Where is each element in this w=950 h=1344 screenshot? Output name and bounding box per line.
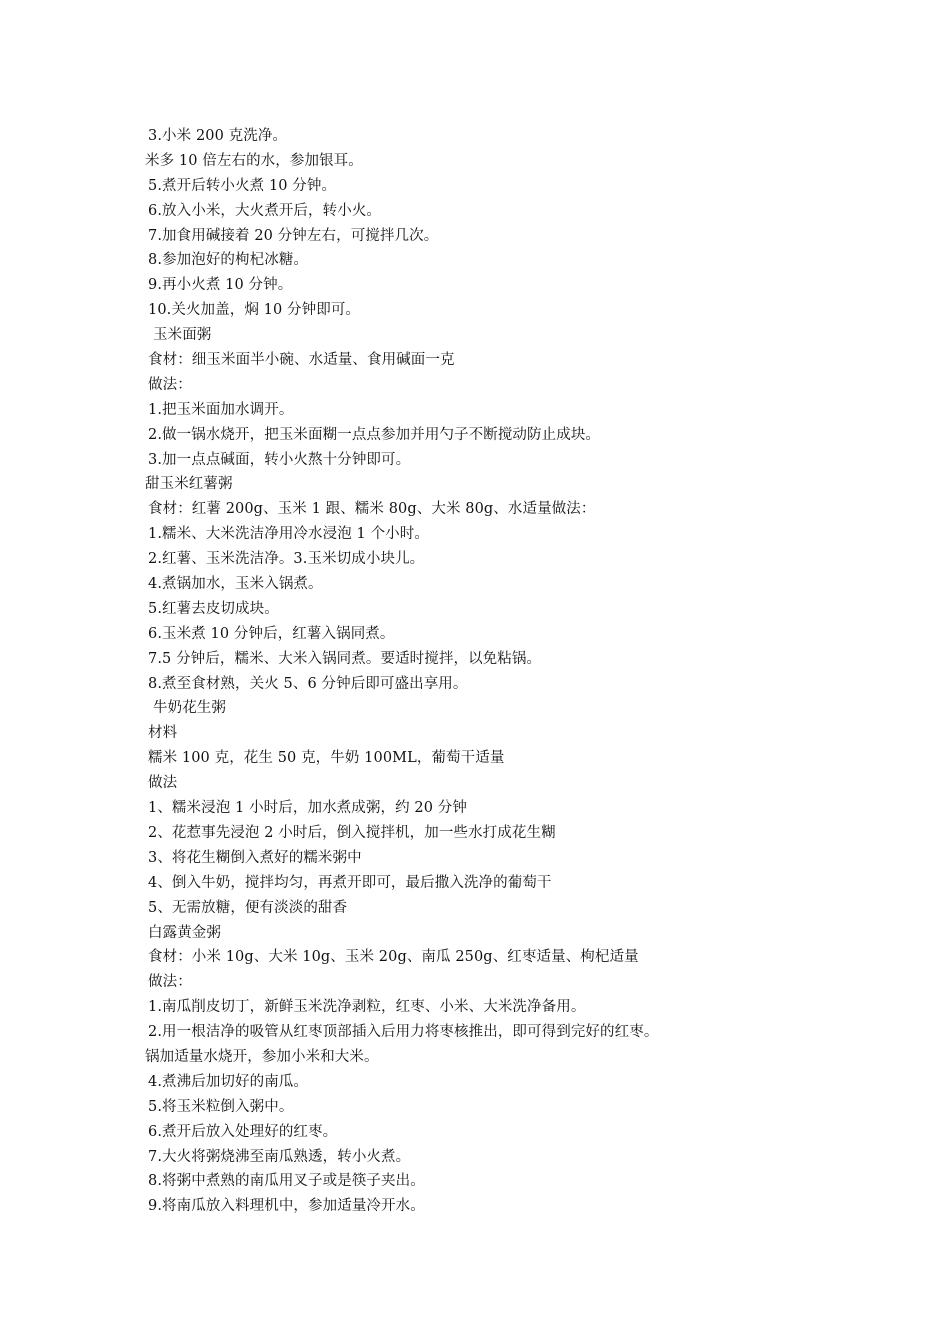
- text-line: 2.用一根洁净的吸管从红枣顶部插入后用力将枣核推出，即可得到完好的红枣。: [148, 1024, 659, 1041]
- section-heading-milk-peanut: 牛奶花生粥: [153, 700, 226, 717]
- section-heading-sweet-corn-potato: 甜玉米红薯粥: [145, 476, 233, 493]
- text-line: 2.做一锅水烧开，把玉米面糊一点点参加并用勺子不断搅动防止成块。: [148, 426, 601, 443]
- text-line: 4、倒入牛奶，搅拌均匀，再煮开即可，最后撒入洗净的葡萄干: [148, 874, 552, 891]
- text-line: 食材：小米 10g、大米 10g、玉米 20g、南瓜 250g、红枣适量、枸杞适量: [148, 949, 639, 966]
- text-line: 锅加适量水烧开，参加小米和大米。: [145, 1048, 379, 1065]
- section-heading-bailu-golden: 白露黄金粥: [148, 924, 221, 941]
- text-line: 6.煮开后放入处理好的红枣。: [148, 1123, 338, 1140]
- text-line: 做法: [148, 775, 178, 792]
- text-line: 做法：: [148, 376, 192, 393]
- text-line: 6.玉米煮 10 分钟后，红薯入锅同煮。: [148, 625, 395, 642]
- text-line: 5.将玉米粒倒入粥中。: [148, 1098, 294, 1115]
- text-line: 8.将粥中煮熟的南瓜用叉子或是筷子夹出。: [148, 1173, 425, 1190]
- text-line: 2.红薯、玉米洗洁净。3.玉米切成小块儿。: [148, 551, 425, 568]
- text-line: 3.加一点点碱面，转小火熬十分钟即可。: [148, 451, 411, 468]
- text-line: 4.煮锅加水，玉米入锅煮。: [148, 576, 323, 593]
- text-line: 2、花惹事先浸泡 2 小时后，倒入搅拌机，加一些水打成花生糊: [148, 824, 556, 841]
- text-line: 米多 10 倍左右的水，参加银耳。: [145, 152, 363, 169]
- text-line: 1.南瓜削皮切丁，新鲜玉米洗净剥粒，红枣、小米、大米洗净备用。: [148, 999, 586, 1016]
- text-line: 8.参加泡好的枸杞冰糖。: [148, 252, 309, 269]
- text-line: 食材：红薯 200g、玉米 1 跟、糯米 80g、大米 80g、水适量做法：: [148, 501, 596, 518]
- text-line: 9.再小火煮 10 分钟。: [148, 277, 293, 294]
- text-line: 糯米 100 克，花生 50 克，牛奶 100ML，葡萄干适量: [148, 750, 505, 767]
- text-line: 10.关火加盖，焖 10 分钟即可。: [148, 302, 361, 319]
- text-line: 5.煮开后转小火煮 10 分钟。: [148, 177, 337, 194]
- text-line: 7.5 分钟后，糯米、大米入锅同煮。要适时搅拌，以免粘锅。: [148, 650, 542, 667]
- text-line: 食材：细玉米面半小碗、水适量、食用碱面一克: [148, 352, 455, 369]
- section-heading-corn-porridge: 玉米面粥: [153, 327, 212, 344]
- text-line: 5、无需放糖，便有淡淡的甜香: [148, 899, 348, 916]
- text-line: 3.小米 200 克洗净。: [148, 128, 288, 144]
- text-line: 8.煮至食材熟，关火 5、6 分钟后即可盛出享用。: [148, 675, 468, 692]
- text-line: 6.放入小米，大火煮开后，转小火。: [148, 202, 382, 219]
- text-line: 材料: [148, 725, 178, 742]
- text-line: 5.红薯去皮切成块。: [148, 600, 279, 617]
- text-line: 做法：: [148, 974, 192, 991]
- text-line: 7.大火将粥烧沸至南瓜熟透，转小火煮。: [148, 1148, 411, 1165]
- text-line: 1、糯米浸泡 1 小时后，加水煮成粥，约 20 分钟: [148, 800, 467, 817]
- text-line: 3、将花生糊倒入煮好的糯米粥中: [148, 849, 362, 866]
- text-line: 7.加食用碱接着 20 分钟左右，可搅拌几次。: [148, 227, 439, 244]
- text-line: 1.糯米、大米洗洁净用冷水浸泡 1 个小时。: [148, 526, 429, 543]
- text-line: 4.煮沸后加切好的南瓜。: [148, 1073, 309, 1090]
- text-line: 1.把玉米面加水调开。: [148, 401, 294, 418]
- text-line: 9.将南瓜放入料理机中，参加适量冷开水。: [148, 1198, 425, 1215]
- recipe-text-body: [145, 124, 905, 1219]
